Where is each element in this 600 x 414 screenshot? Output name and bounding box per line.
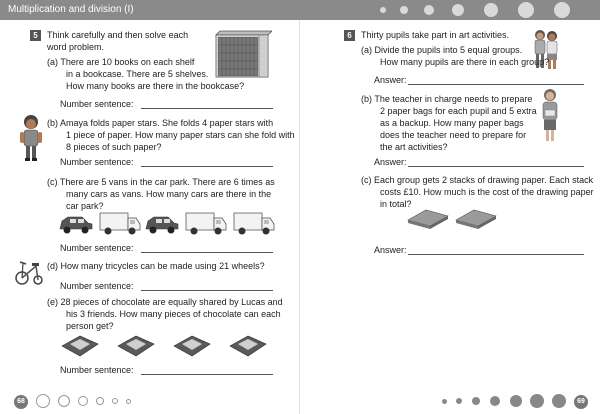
- van-icon: [234, 213, 274, 235]
- q5d-sentence-label: Number sentence:: [60, 281, 134, 291]
- paper-stacks-illustration: [404, 206, 514, 232]
- car-icon: [146, 217, 178, 234]
- q6b-text: (b) The teacher in charge needs to prepare: [361, 94, 533, 104]
- footer-dot: [530, 394, 544, 408]
- teacher-illustration: [538, 88, 562, 144]
- header-dot: [424, 5, 434, 15]
- footer-dot: [36, 394, 50, 408]
- chocolate-bar-icon: [118, 336, 154, 356]
- question-5-number: 5: [30, 30, 41, 41]
- q6a-answer-label: Answer:: [374, 75, 407, 85]
- paper-stack-icon: [456, 210, 496, 229]
- footer-dot: [490, 396, 500, 406]
- page-number-left: 68: [14, 395, 28, 409]
- van-icon: [100, 213, 140, 235]
- bookcase-illustration: [212, 29, 272, 79]
- footer-dot: [78, 396, 88, 406]
- q5d-text: (d) How many tricycles can be made using 21 wheels?: [47, 261, 265, 271]
- footer-dot: [510, 395, 522, 407]
- tricycle-illustration: [14, 258, 44, 286]
- q5a-sentence-label: Number sentence:: [60, 99, 134, 109]
- footer-dot: [112, 398, 118, 404]
- q5b-text: (b) Amaya folds paper stars. She folds 4 paper stars with: [47, 118, 274, 128]
- car-icon: [60, 217, 92, 234]
- q5b-text: 1 piece of paper. How many paper stars can she fold with: [66, 130, 295, 140]
- girl-illustration: [18, 113, 44, 163]
- q5c-text: (c) There are 5 vans in the car park. There are 6 times as: [47, 177, 275, 187]
- q5e-text: person get?: [66, 321, 114, 331]
- q5b-sentence-label: Number sentence:: [60, 157, 134, 167]
- q6c-answer-label: Answer:: [374, 245, 407, 255]
- footer-dot: [552, 394, 566, 408]
- header-dot: [518, 2, 534, 18]
- q5b-answer-line[interactable]: [141, 166, 273, 167]
- q5a-text: in a bookcase. There are 5 shelves.: [66, 69, 209, 79]
- q6c-answer-line[interactable]: [408, 254, 584, 255]
- q6a-text: How many pupils are there in each group?: [380, 57, 550, 67]
- q6b-answer-line[interactable]: [408, 166, 584, 167]
- q6a-text: (a) Divide the pupils into 5 equal groups.: [361, 45, 523, 55]
- q5e-text: (e) 28 pieces of chocolate are equally shared by Lucas and: [47, 297, 283, 307]
- question-6-number: 6: [344, 30, 355, 41]
- q6b-text: does the teacher need to prepare for: [380, 130, 527, 140]
- q6b-text: the art activities?: [380, 142, 448, 152]
- q6c-text: costs £10. How much is the cost of the drawing paper: [380, 187, 594, 197]
- header-dot: [452, 4, 464, 16]
- page-spine: [299, 20, 300, 414]
- header-dot: [380, 7, 386, 13]
- q5c-text: many cars as vans. How many cars are there in the: [66, 189, 272, 199]
- q6-intro: Thirty pupils take part in art activities.: [361, 30, 510, 40]
- q5c-sentence-label: Number sentence:: [60, 243, 134, 253]
- footer-dot: [442, 399, 447, 404]
- footer-dot: [58, 395, 70, 407]
- q5-intro: word problem.: [47, 42, 105, 52]
- chocolates-illustration: [58, 332, 278, 360]
- q5a-answer-line[interactable]: [141, 108, 273, 109]
- q5a-text: How many books are there in the bookcase?: [66, 81, 245, 91]
- q6b-answer-label: Answer:: [374, 157, 407, 167]
- page-number-right: 69: [574, 395, 588, 409]
- chocolate-bar-icon: [174, 336, 210, 356]
- q5c-answer-line[interactable]: [141, 252, 273, 253]
- q5d-answer-line[interactable]: [141, 290, 273, 291]
- header-dot: [554, 2, 570, 18]
- footer-dot: [126, 399, 131, 404]
- header-dot: [484, 3, 498, 17]
- q5c-text: car park?: [66, 201, 104, 211]
- q5b-text: 8 pieces of such paper?: [66, 142, 162, 152]
- q5e-sentence-label: Number sentence:: [60, 365, 134, 375]
- footer-dot: [472, 397, 480, 405]
- chapter-title: Multiplication and division (I): [8, 4, 134, 15]
- q5e-answer-line[interactable]: [141, 374, 273, 375]
- paper-stack-icon: [408, 210, 448, 229]
- van-icon: [186, 213, 226, 235]
- q5a-text: (a) There are 10 books on each shelf: [47, 57, 195, 67]
- header-dot: [400, 6, 408, 14]
- footer-dot: [96, 397, 104, 405]
- cars-and-vans-illustration: [58, 209, 278, 237]
- q6c-text: in total?: [380, 199, 412, 209]
- chocolate-bar-icon: [230, 336, 266, 356]
- q5-intro: Think carefully and then solve each: [47, 30, 189, 40]
- page-header: [0, 0, 600, 20]
- q6b-text: as a backup. How many paper bags: [380, 118, 524, 128]
- q6b-text: 2 paper bags for each pupil and 5 extra: [380, 106, 537, 116]
- footer-dot: [456, 398, 462, 404]
- chocolate-bar-icon: [62, 336, 98, 356]
- q6c-text: (c) Each group gets 2 stacks of drawing paper. Each stack: [361, 175, 594, 185]
- q5e-text: his 3 friends. How many pieces of chocolate can each: [66, 309, 281, 319]
- q6a-answer-line[interactable]: [408, 84, 584, 85]
